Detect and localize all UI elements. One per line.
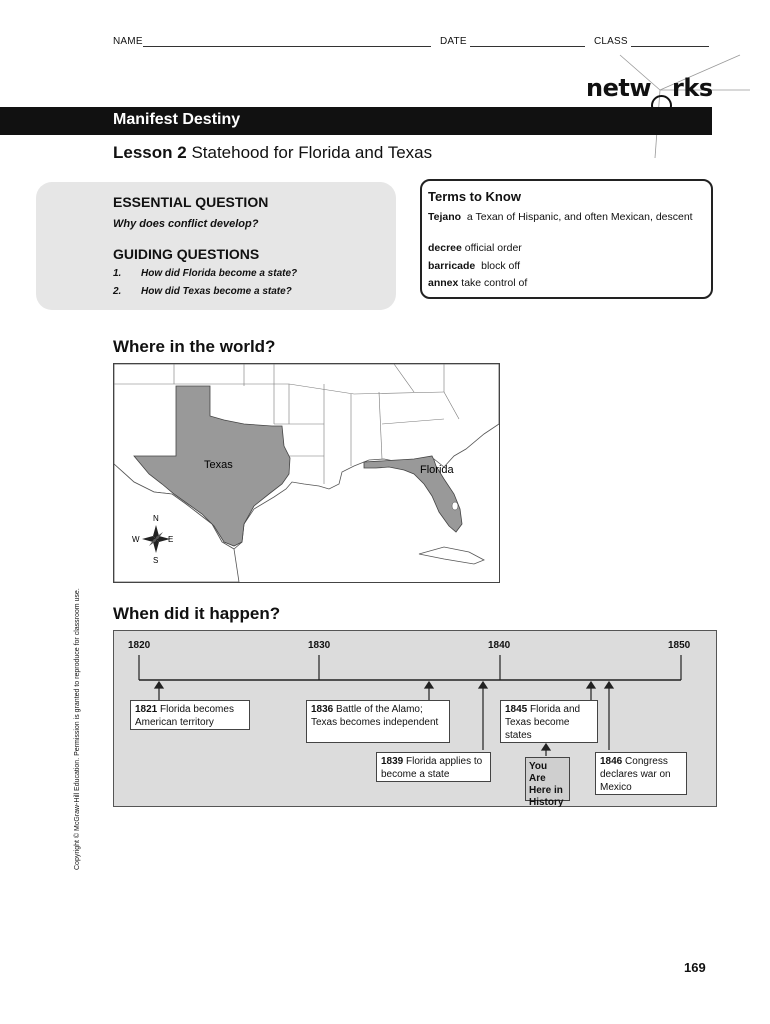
page-number: 169 xyxy=(684,960,706,975)
timeline-event: 1845 Florida and Texas become states xyxy=(500,700,598,743)
class-field[interactable]: CLASS xyxy=(594,36,709,47)
term-item: annex take control of xyxy=(428,277,528,289)
map xyxy=(113,363,500,583)
unit-title: Manifest Destiny xyxy=(113,111,241,128)
timeline-event: 1846 Congress declares war on Mexico xyxy=(595,752,687,795)
essential-question-title: ESSENTIAL QUESTION xyxy=(113,194,269,210)
timeline-event: 1836 Battle of the Alamo; Texas becomes independent xyxy=(306,700,450,743)
terms-title: Terms to Know xyxy=(428,189,521,204)
timeline-year: 1840 xyxy=(488,640,511,651)
guiding-question: 2. How did Texas become a state? xyxy=(113,286,292,297)
svg-text:W: W xyxy=(132,535,140,544)
when-title: When did it happen? xyxy=(113,604,281,623)
term-item: barricade block off xyxy=(428,260,521,272)
texas-label: Texas xyxy=(204,459,233,471)
where-title: Where in the world? xyxy=(113,337,276,356)
guiding-question: 1. How did Florida become a state? xyxy=(113,268,298,279)
lesson-title: Lesson 2 Statehood for Florida and Texas xyxy=(113,143,433,162)
florida-label: Florida xyxy=(420,464,454,476)
essential-question: Why does conflict develop? xyxy=(113,218,259,230)
guiding-questions-title: GUIDING QUESTIONS xyxy=(113,246,260,262)
term-item: Tejano a Texan of Hispanic, and often Mexican, descent xyxy=(428,211,693,223)
timeline-year: 1850 xyxy=(668,640,691,651)
svg-text:S: S xyxy=(153,556,159,565)
title-bar xyxy=(0,107,712,135)
svg-text:E: E xyxy=(168,535,174,544)
date-field[interactable]: DATE xyxy=(440,36,585,47)
timeline-event: 1821 Florida becomes American territory xyxy=(130,700,250,730)
term-item: decree official order xyxy=(428,242,522,254)
timeline-year: 1820 xyxy=(128,640,151,651)
timeline-year: 1830 xyxy=(308,640,331,651)
svg-text:N: N xyxy=(153,514,159,523)
name-field[interactable]: NAME xyxy=(113,36,431,47)
copyright-text: Copyright © McGraw-Hill Education. Permission is granted to reproduce for classroom use. xyxy=(74,588,81,870)
timeline-event: 1839 Florida applies to become a state xyxy=(376,752,491,782)
you-are-here-badge: You Are Here in History xyxy=(525,757,570,801)
networks-logo: netw rks xyxy=(586,74,713,116)
